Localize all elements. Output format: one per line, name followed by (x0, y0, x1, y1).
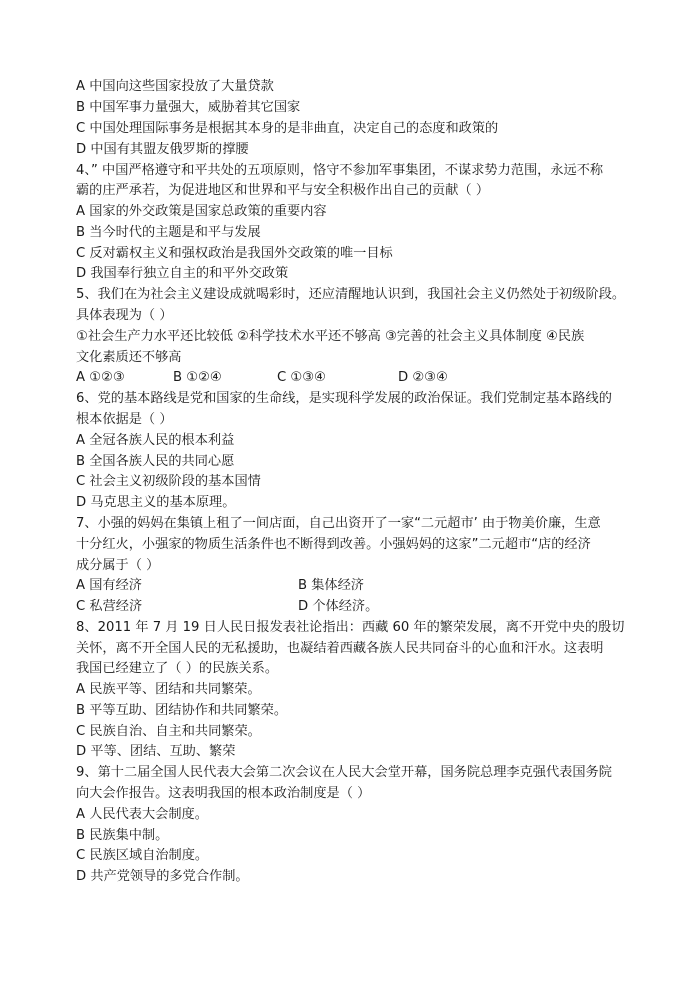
q4-option-d: D 我国奉行独立自主的和平外交政策 (76, 266, 289, 281)
q9-stem-line-1: 9、第十二届全国人民代表大会第二次会议在人民大会堂开幕，国务院总理李克强代表国务院 (76, 765, 612, 780)
q5-option-d: D ②③④ (398, 370, 448, 385)
q3-option-b: B 中国军事力量强大，威胁着其它国家 (76, 100, 301, 115)
q8-option-c: C 民族自治、自主和共同繁荣。 (76, 724, 261, 739)
q4-option-c: C 反对霸权主义和强权政治是我国外交政策的唯一目标 (76, 246, 393, 261)
q8-stem-line-3: 我国已经建立了（ ）的民族关系。 (76, 661, 279, 676)
q8-option-a: A 民族平等、团结和共同繁荣。 (76, 682, 261, 697)
q5-statements-line-2: 文化素质还不够高 (76, 350, 182, 365)
q5-stem-line-1: 5、我们在为社会主义建设成就喝彩时，还应清醒地认识到，我国社会主义仍然处于初级阶段。 (76, 287, 626, 302)
q7-stem-line-3: 成分属于（ ） (76, 558, 160, 573)
q5-stem-line-2: 具体表现为（ ） (76, 308, 173, 323)
q8-stem-line-2: 关怀，离不开全国人民的无私援助，也凝结着西藏各族人民共同奋斗的心血和汗水。这表明 (76, 641, 604, 656)
q7-stem-line-2: 十分红火，小强家的物质生活条件也不断得到改善。小强妈妈的这家”二元超市“店的经济 (76, 537, 591, 552)
q7-option-b: B 集体经济 (298, 578, 364, 593)
q9-stem-line-2: 向大会作报告。这表明我国的根本政治制度是（ ） (76, 786, 371, 801)
q5-option-b: B ①②④ (173, 370, 222, 385)
q8-option-b: B 平等互助、团结协作和共同繁荣。 (76, 703, 288, 718)
q8-stem-line-1: 8、2011 年 7 月 19 日人民日报发表社论指出：西藏 60 年的繁荣发展，离不开党中央的殷切 (76, 620, 625, 635)
q6-option-c: C 社会主义初级阶段的基本国情 (76, 474, 261, 489)
q7-option-a: A 国有经济 (76, 578, 142, 593)
q3-option-d: D 中国有其盟友俄罗斯的撑腰 (76, 142, 249, 157)
q3-option-c: C 中国处理国际事务是根据其本身的是非曲直，决定自己的态度和政策的 (76, 121, 499, 136)
q6-option-a: A 全冠各族人民的根本利益 (76, 433, 235, 448)
q7-stem-line-1: 7、小强的妈妈在集镇上租了一间店面，自己出资开了一家“二元超市’ 由于物美价廉，生意 (76, 516, 601, 531)
q4-stem-line-1: 4、” 中国严格遵守和平共处的五项原则，恪守不参加军事集团，不谋求势力范围，永远不称 (76, 163, 604, 178)
q4-option-a: A 国家的外交政策是国家总政策的重要内容 (76, 204, 327, 219)
q6-option-b: B 全国各族人民的共同心愿 (76, 454, 235, 469)
q7-option-c: C 私营经济 (76, 599, 143, 614)
q4-stem-line-2: 霸的庄严承若，为促进地区和世界和平与安全积极作出自己的贡献（ ） (76, 183, 490, 198)
q3-option-a: A 中国向这些国家投放了大量贷款 (76, 79, 274, 94)
q7-option-d: D 个体经济。 (298, 599, 379, 614)
q9-option-b: B 民族集中制。 (76, 828, 169, 843)
q6-stem-line-2: 根本依据是（ ） (76, 412, 173, 427)
q5-option-a: A ①②③ (76, 370, 125, 385)
q4-option-b: B 当今时代的主题是和平与发展 (76, 225, 261, 240)
q5-option-c: C ①③④ (277, 370, 326, 385)
q8-option-d: D 平等、团结、互助、繁荣 (76, 744, 236, 759)
q6-stem-line-1: 6、党的基本路线是党和国家的生命线，是实现科学发展的政治保证。我们党制定基本路线的 (76, 391, 612, 406)
q9-option-d: D 共产党领导的多党合作制。 (76, 869, 249, 884)
q9-option-c: C 民族区域自治制度。 (76, 848, 209, 863)
q9-option-a: A 人民代表大会制度。 (76, 807, 208, 822)
q6-option-d: D 马克思主义的基本原理。 (76, 495, 236, 510)
q5-statements-line-1: ①社会生产力水平还比较低 ②科学技术水平还不够高 ③完善的社会主义具体制度 ④民族 (76, 329, 585, 344)
